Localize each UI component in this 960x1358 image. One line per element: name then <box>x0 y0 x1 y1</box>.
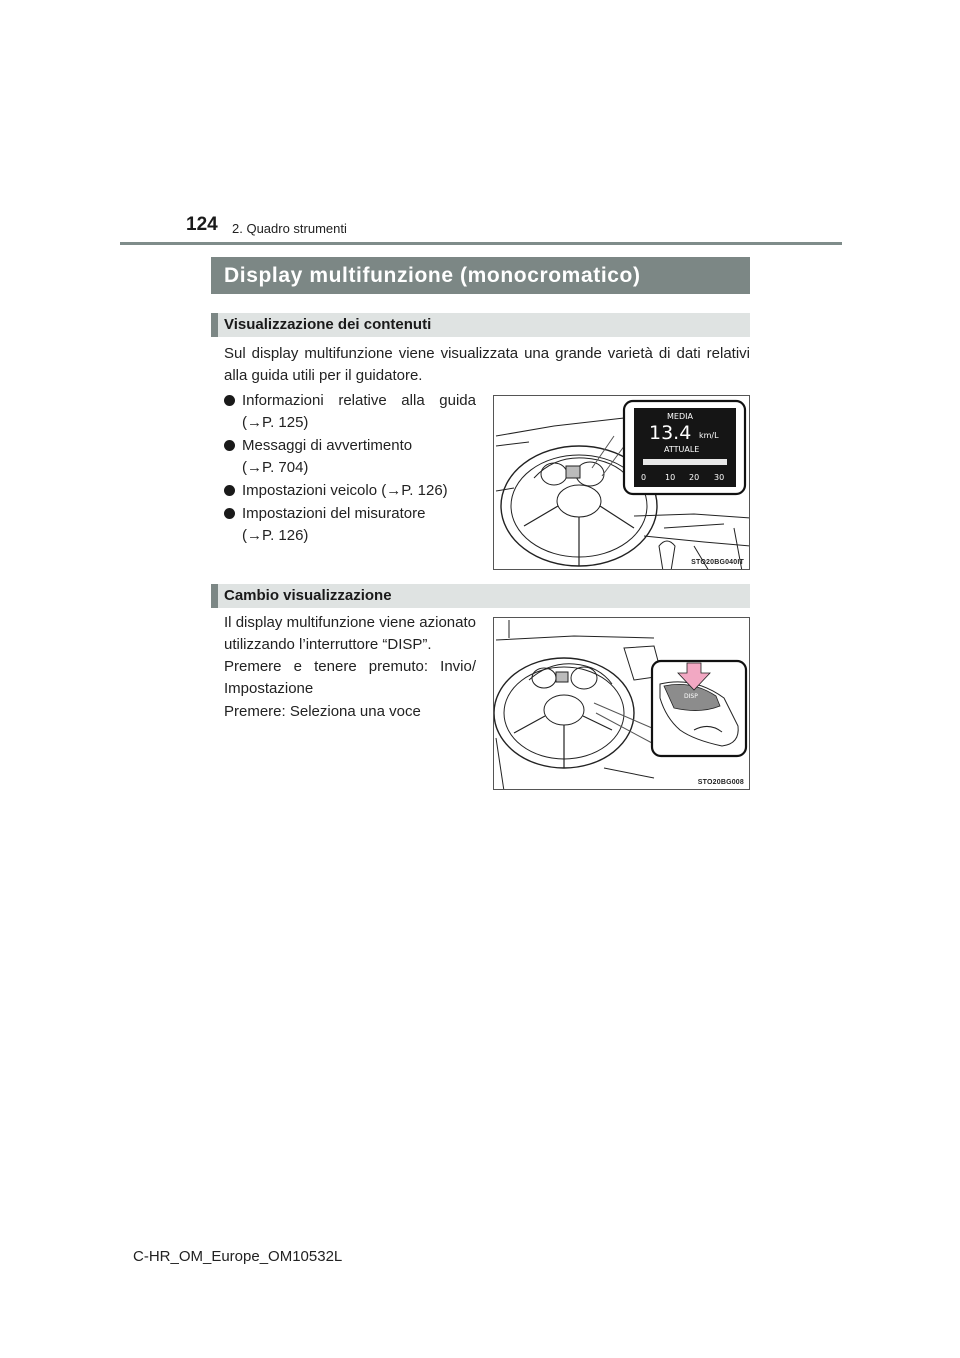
page-number: 124 <box>186 214 218 235</box>
list-item <box>224 480 476 502</box>
paragraph-press: Premere: Seleziona una voce <box>224 703 421 720</box>
page-reference: (→P. 125) <box>242 414 309 431</box>
figure-disp-switch <box>493 617 750 790</box>
subheading-contents: Visualizzazione dei contenuti <box>211 313 750 337</box>
list-item <box>224 390 476 434</box>
dashboard-illustration <box>494 396 750 570</box>
bullet-icon <box>224 440 235 451</box>
display-unit: km/L <box>699 431 719 440</box>
figure-code: STO20BG008 <box>697 779 744 786</box>
list-item-text: Impostazioni del misuratore <box>242 505 426 522</box>
chapter-title: 2. Quadro strumenti <box>232 221 347 236</box>
list-item <box>224 435 476 479</box>
bullet-icon <box>224 508 235 519</box>
list-item-text: Informazioni relative alla guida <box>242 392 476 409</box>
contents-list <box>224 390 476 548</box>
figure-code: STO20BG040IT <box>691 559 744 566</box>
list-item-text: Impostazioni veicolo (→P. 126) <box>242 482 448 499</box>
paragraph-disp-switch: Il display multifunzione viene azionato utilizzando l’interruttore “DISP”. <box>224 614 476 653</box>
paragraph-press-hold: Premere e tenere premuto: Invio/ Impostazione <box>224 658 476 697</box>
scale-label: 30 <box>714 473 725 482</box>
section-title: Display multifunzione (monocromatico) <box>211 257 750 294</box>
bullet-icon <box>224 485 235 496</box>
intro-paragraph: Sul display multifunzione viene visualizzata una grande varietà di dati relativi alla guida utili per il guidatore. <box>224 345 750 384</box>
disp-button-label: DISP <box>684 693 698 700</box>
list-item <box>224 503 476 547</box>
header-divider <box>120 242 842 245</box>
scale-label: 0 <box>641 473 647 482</box>
display-mode-label: MEDIA <box>667 412 693 421</box>
scale-label: 20 <box>689 473 700 482</box>
switch-callout <box>652 661 746 756</box>
display-submode-label: ATTUALE <box>664 445 700 454</box>
list-item-text: Messaggi di avvertimento <box>242 437 413 454</box>
display-callout <box>624 401 745 494</box>
footer-doc-id: C-HR_OM_Europe_OM10532L <box>133 1248 343 1265</box>
subheading-switch-display: Cambio visualizzazione <box>211 584 750 608</box>
steering-switch-illustration <box>494 618 750 790</box>
figure-multi-display <box>493 395 750 570</box>
page-reference: (→P. 704) <box>242 459 309 476</box>
scale-label: 10 <box>665 473 676 482</box>
display-value: 13.4 <box>649 422 692 444</box>
page-reference: (→P. 126) <box>242 527 309 544</box>
bullet-icon <box>224 395 235 406</box>
